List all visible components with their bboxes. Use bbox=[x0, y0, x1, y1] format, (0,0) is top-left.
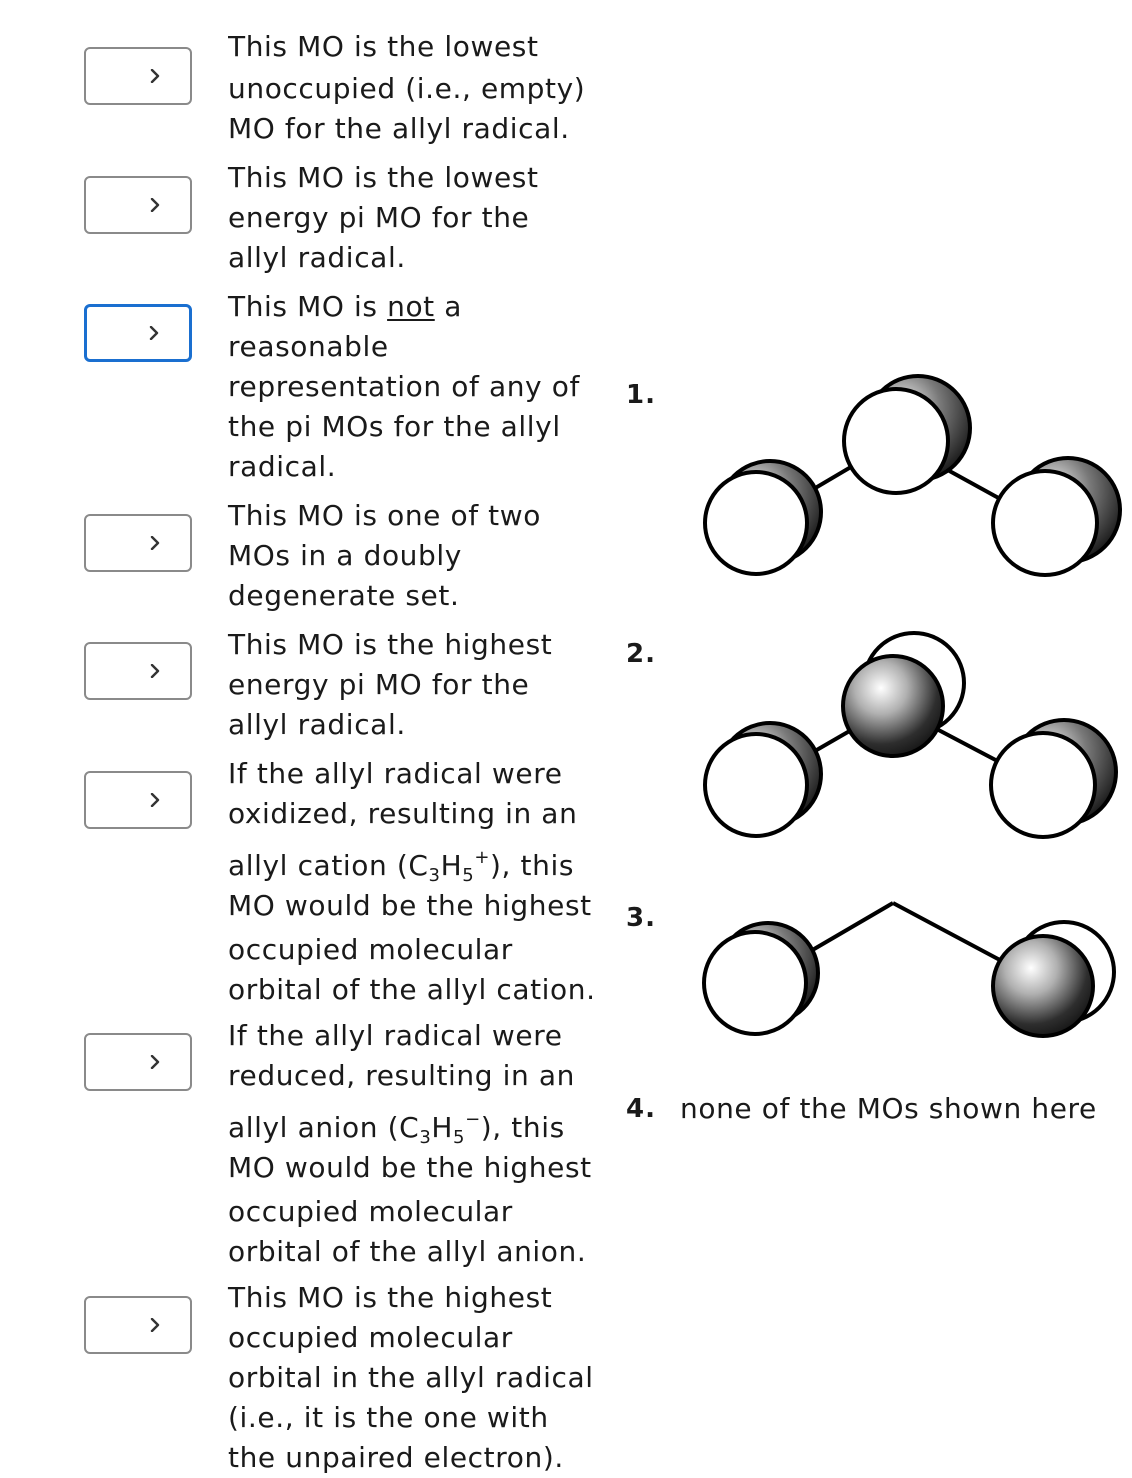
statement-5 bbox=[228, 625, 598, 745]
statement-2 bbox=[228, 158, 598, 278]
mo-diagram-2 bbox=[680, 625, 1132, 855]
statement-8 bbox=[228, 1278, 598, 1478]
orbital-lobe-pair bbox=[991, 720, 1116, 837]
emphasis-not: not bbox=[387, 290, 435, 323]
statement-line: If the allyl radical were bbox=[228, 757, 563, 790]
statement-line: representation of any of bbox=[228, 370, 580, 403]
statement-line: unoccupied (i.e., empty) bbox=[228, 72, 586, 105]
answer-select-8[interactable] bbox=[84, 1296, 192, 1354]
statement-line: This MO is one of two bbox=[228, 499, 541, 532]
statement-line: orbital of the allyl anion. bbox=[228, 1235, 587, 1268]
option-number-4: 4. bbox=[626, 1094, 656, 1124]
answer-select-6[interactable] bbox=[84, 771, 192, 829]
chevron-down-icon bbox=[148, 69, 162, 83]
statement-line: oxidized, resulting in an bbox=[228, 797, 578, 830]
statement-line: MO for the allyl radical. bbox=[228, 112, 570, 145]
answer-select-1[interactable] bbox=[84, 47, 192, 105]
statement-line: reduced, resulting in an bbox=[228, 1059, 575, 1092]
statement-line: degenerate set. bbox=[228, 579, 460, 612]
statement-1-clipped-line: This MO is the lowest bbox=[228, 30, 539, 58]
answer-select-5[interactable] bbox=[84, 642, 192, 700]
chevron-down-icon bbox=[148, 536, 162, 550]
answer-select-4[interactable] bbox=[84, 514, 192, 572]
answer-select-7[interactable] bbox=[84, 1033, 192, 1091]
statement-line: radical. bbox=[228, 450, 337, 483]
mo-diagram-3 bbox=[680, 885, 1132, 1045]
chevron-down-icon bbox=[148, 1055, 162, 1069]
answer-select-2[interactable] bbox=[84, 176, 192, 234]
statement-line: allyl radical. bbox=[228, 708, 406, 741]
statement-line: occupied molecular bbox=[228, 1195, 513, 1228]
statement-line: occupied molecular bbox=[228, 933, 513, 966]
statement-line: energy pi MO for the bbox=[228, 201, 530, 234]
statement-line: This MO is not a bbox=[228, 290, 463, 323]
orbital-lobe-pair bbox=[843, 633, 964, 756]
statement-7 bbox=[228, 1016, 598, 1272]
statement-line: allyl radical. bbox=[228, 241, 406, 274]
statement-formula-line: allyl cation $(C_3H_5^+)$, this bbox=[228, 847, 575, 886]
statement-line: orbital of the allyl cation. bbox=[228, 973, 596, 1006]
statement-line: MO would be the highest bbox=[228, 1151, 592, 1184]
option-number-2: 2. bbox=[626, 639, 656, 669]
statement-line: the pi MOs for the allyl bbox=[228, 410, 561, 443]
statement-line: reasonable bbox=[228, 330, 389, 363]
statement-line: This MO is the highest bbox=[228, 628, 553, 661]
statement-line: MO would be the highest bbox=[228, 889, 592, 922]
chevron-down-icon bbox=[148, 198, 162, 212]
statement-line: orbital in the allyl radical bbox=[228, 1361, 594, 1394]
option-4-text: none of the MOs shown here bbox=[680, 1092, 1097, 1125]
chevron-down-icon bbox=[148, 1318, 162, 1332]
statement-line: energy pi MO for the bbox=[228, 668, 530, 701]
statement-line: If the allyl radical were bbox=[228, 1019, 563, 1052]
orbital-lobe-pair bbox=[705, 723, 821, 836]
statement-4 bbox=[228, 496, 598, 616]
statement-6 bbox=[228, 754, 598, 1010]
statement-formula-line: allyl anion $(C_3H_5^-)$, this bbox=[228, 1109, 565, 1148]
statement-line: This MO is the lowest bbox=[228, 161, 539, 194]
statement-line: occupied molecular bbox=[228, 1321, 513, 1354]
orbital-lobe-pair bbox=[993, 458, 1120, 575]
option-number-3: 3. bbox=[626, 903, 656, 933]
chevron-down-icon bbox=[148, 793, 162, 807]
chevron-down-icon bbox=[147, 326, 161, 340]
statement-line: the unpaired electron). bbox=[228, 1441, 564, 1474]
mo-diagram-1 bbox=[680, 360, 1132, 600]
statement-3 bbox=[228, 287, 598, 487]
orbital-lobe-pair bbox=[993, 922, 1114, 1036]
orbital-lobe-pair bbox=[844, 376, 970, 493]
statement-1 bbox=[228, 69, 598, 149]
orbital-lobe-pair bbox=[704, 923, 818, 1034]
chevron-down-icon bbox=[148, 664, 162, 678]
option-number-1: 1. bbox=[626, 380, 656, 410]
statement-line: MOs in a doubly bbox=[228, 539, 462, 572]
statement-line: This MO is the highest bbox=[228, 1281, 553, 1314]
orbital-lobe-pair bbox=[705, 461, 821, 574]
answer-select-3[interactable] bbox=[84, 304, 192, 362]
statement-line: (i.e., it is the one with bbox=[228, 1401, 549, 1434]
